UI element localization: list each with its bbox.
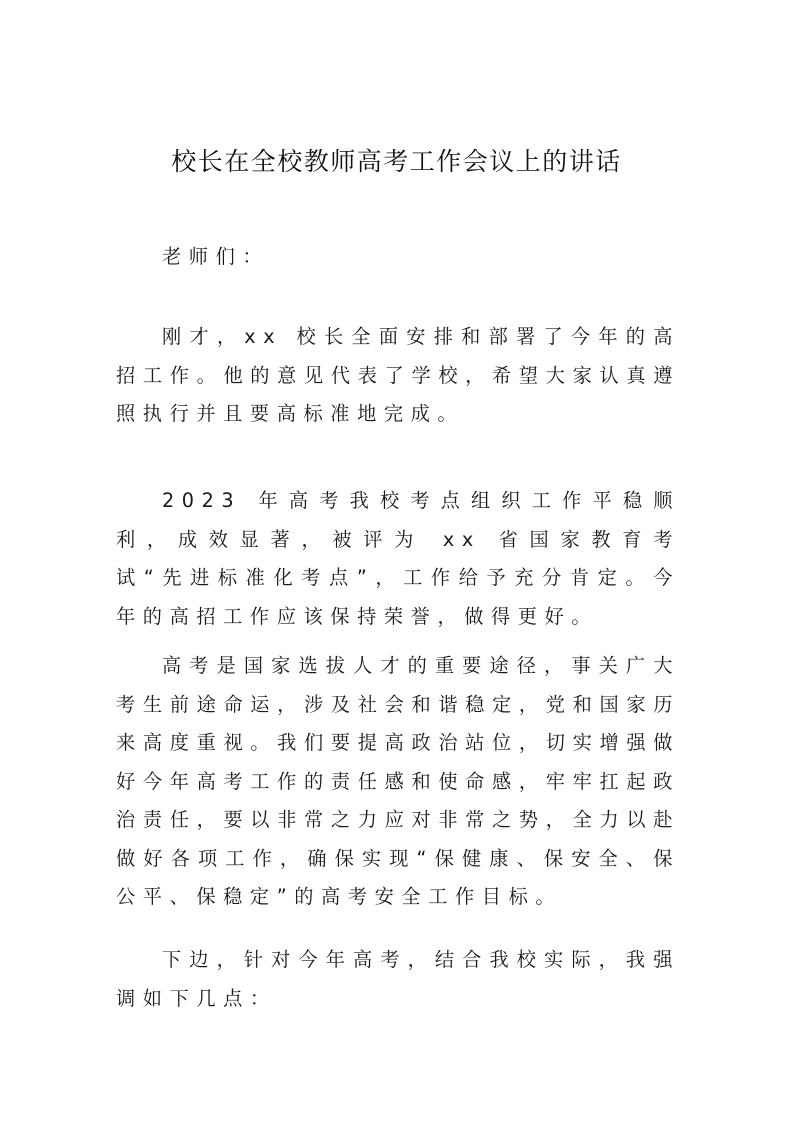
paragraph-2: 2023 年高考我校考点组织工作平稳顺利，成效显著，被评为 xx 省国家教育考试“先进标准化考点”，工作给予充分肯定。今年的高招工作应该保持荣誉，做得更好。 — [116, 489, 680, 628]
document-title: 校长在全校教师高考工作会议上的讲话 — [171, 146, 622, 176]
paragraph-4: 下边，针对今年高考，结合我校实际，我强调如下几点： — [116, 948, 680, 1010]
paragraph-3: 高考是国家选拔人才的重要途径，事关广大考生前途命运，涉及社会和谐稳定，党和国家历来高度重视。我们要提高政治站位，切实增强做好今年高考工作的责任感和使命感，牢牢扛起政治责任，要以非常之力应对非常之势，全力以赴做好各项工作，确保实现“保健康、保安全、保公平、保稳定”的高考安全工作目标。 — [116, 654, 680, 908]
greeting: 老师们： — [162, 245, 270, 268]
paragraph-1: 刚才，xx 校长全面安排和部署了今年的高招工作。他的意见代表了学校，希望大家认真遵照执行并且要高标准地完成。 — [116, 325, 680, 425]
